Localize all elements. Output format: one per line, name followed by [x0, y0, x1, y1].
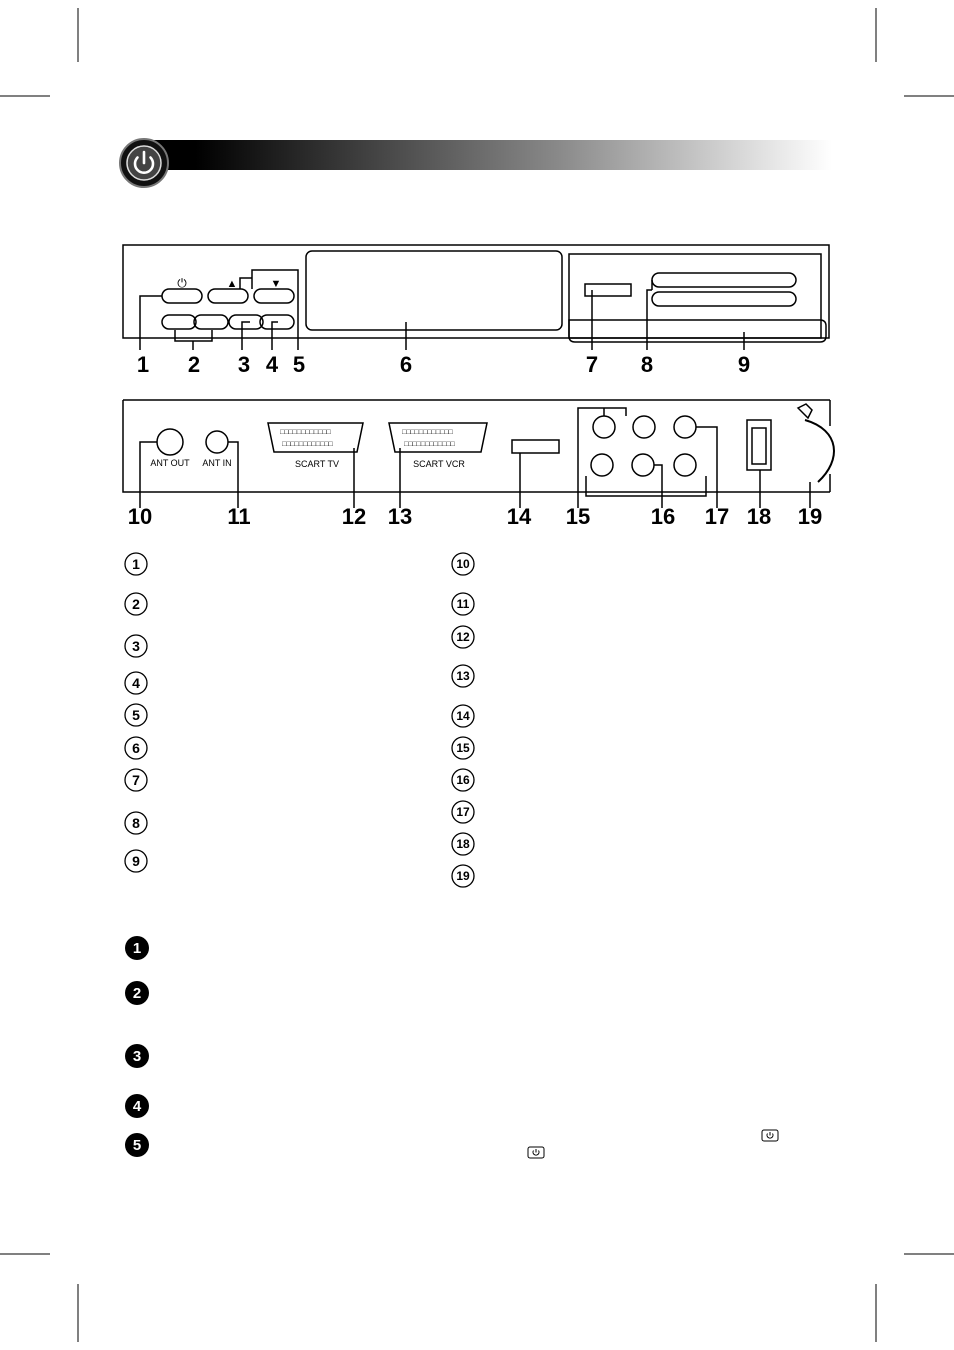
callout-17: 17 — [704, 504, 730, 529]
legend-item-17: 17 — [456, 805, 470, 819]
scart-vcr-label: SCART VCR — [413, 459, 465, 469]
callout-18: 18 — [746, 504, 772, 529]
callout-7: 7 — [585, 352, 599, 377]
front-down-arrow: ▼ — [270, 278, 282, 290]
scart-tv-label: SCART TV — [294, 459, 340, 469]
callout-9: 9 — [737, 352, 751, 377]
callout-1: 1 — [136, 352, 150, 377]
front-up-arrow: ▲ — [226, 278, 238, 290]
callout-4: 4 — [265, 352, 279, 377]
legend-numbers — [0, 540, 954, 890]
legend-item-9: 9 — [132, 853, 140, 869]
steps-list — [0, 930, 954, 1170]
step-3: 3 — [132, 1048, 142, 1065]
svg-text:□□□□□□□□□□□□: □□□□□□□□□□□□ — [282, 441, 333, 448]
step-2: 2 — [132, 985, 142, 1002]
legend-item-18: 18 — [456, 837, 470, 851]
callout-16: 16 — [650, 504, 676, 529]
legend-item-1: 1 — [132, 556, 140, 572]
legend-item-3: 3 — [132, 638, 140, 654]
legend-item-13: 13 — [456, 669, 470, 683]
step-1: 1 — [132, 940, 142, 957]
svg-text:□□□□□□□□□□□□: □□□□□□□□□□□□ — [280, 429, 331, 436]
legend-item-6: 6 — [132, 740, 140, 756]
legend-item-5: 5 — [132, 707, 140, 723]
ant-in-label: ANT IN — [202, 458, 232, 468]
legend-item-16: 16 — [456, 773, 470, 787]
callout-10: 10 — [127, 504, 153, 529]
callout-11: 11 — [227, 504, 251, 529]
callout-3: 3 — [237, 352, 251, 377]
power-key-icon — [528, 1147, 544, 1158]
ant-out-label: ANT OUT — [150, 458, 190, 468]
callout-8: 8 — [640, 352, 654, 377]
svg-text:□□□□□□□□□□□□: □□□□□□□□□□□□ — [402, 429, 453, 436]
svg-text:□□□□□□□□□□□□: □□□□□□□□□□□□ — [404, 441, 455, 448]
callout-14: 14 — [506, 504, 532, 529]
legend-item-12: 12 — [456, 630, 470, 644]
step-4: 4 — [132, 1098, 142, 1115]
legend-item-11: 11 — [456, 597, 470, 611]
callout-19: 19 — [797, 504, 823, 529]
front-panel-diagram — [0, 0, 954, 400]
legend-item-19: 19 — [456, 869, 470, 883]
legend-item-10: 10 — [456, 557, 470, 571]
front-power-symbol: ⏻ — [177, 276, 187, 290]
legend-item-15: 15 — [456, 741, 470, 755]
legend-item-7: 7 — [132, 772, 140, 788]
legend-item-14: 14 — [456, 709, 470, 723]
legend-item-2: 2 — [132, 596, 140, 612]
legend-item-4: 4 — [132, 675, 140, 691]
rear-panel-diagram — [0, 390, 954, 540]
step-5: 5 — [132, 1137, 142, 1154]
callout-5: 5 — [292, 352, 306, 377]
callout-13: 13 — [387, 504, 413, 529]
callout-6: 6 — [399, 352, 413, 377]
power-key-icon — [762, 1130, 778, 1141]
legend-item-8: 8 — [132, 815, 140, 831]
callout-12: 12 — [341, 504, 367, 529]
callout-2: 2 — [187, 352, 201, 377]
callout-15: 15 — [565, 504, 591, 529]
